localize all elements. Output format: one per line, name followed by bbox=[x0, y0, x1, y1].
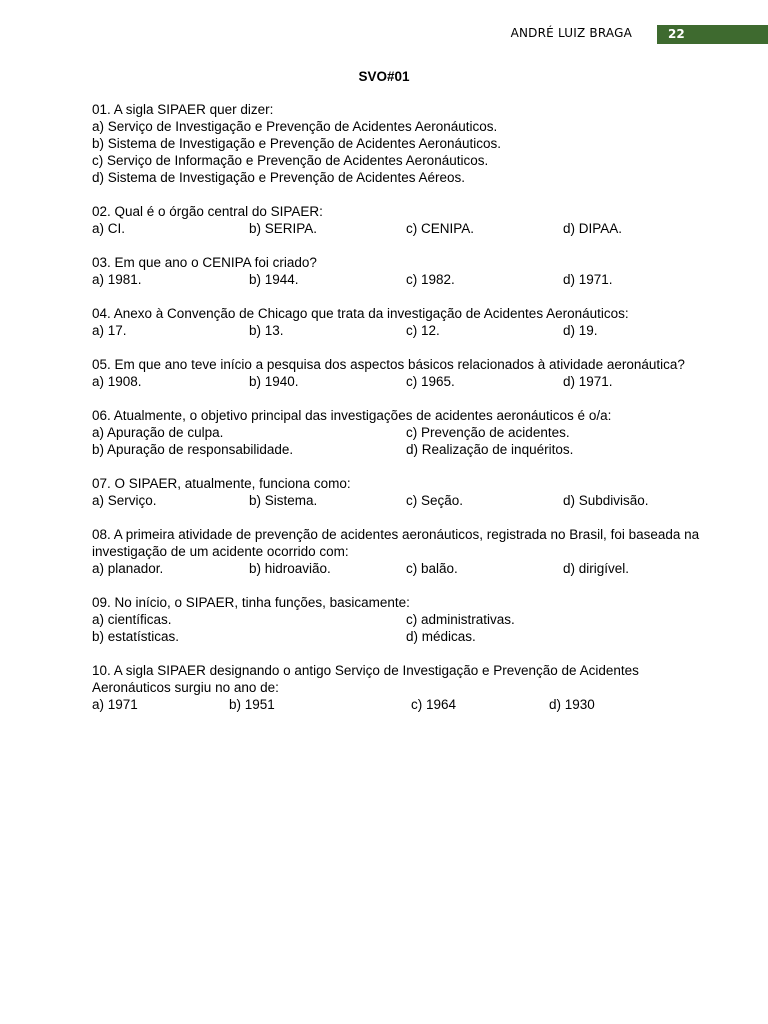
question-text: 01. A sigla SIPAER quer dizer: bbox=[92, 102, 274, 117]
options-row bbox=[92, 322, 732, 339]
option-d: d) 1971. bbox=[563, 272, 613, 287]
option-c: c) 1965. bbox=[406, 374, 455, 389]
option-b: b) Apuração de responsabilidade. bbox=[92, 442, 294, 457]
options-row bbox=[92, 628, 732, 645]
option-a: a) Serviço de Investigação e Prevenção de Acidentes Aeronáuticos. bbox=[92, 119, 498, 134]
question-10 bbox=[92, 662, 732, 713]
option-c: c) CENIPA. bbox=[406, 221, 475, 236]
question-text: Aeronáuticos surgiu no ano de: bbox=[92, 680, 279, 695]
option-a: a) CI. bbox=[92, 221, 126, 236]
option-c: c) balão. bbox=[406, 561, 458, 576]
question-03 bbox=[92, 254, 732, 288]
option-a: a) 1971 bbox=[92, 697, 138, 712]
options-row bbox=[92, 373, 732, 390]
option-a: a) Apuração de culpa. bbox=[92, 425, 224, 440]
option-d: d) dirigível. bbox=[563, 561, 630, 576]
option-b: b) estatísticas. bbox=[92, 629, 180, 644]
question-06 bbox=[92, 407, 732, 458]
options-row bbox=[92, 560, 732, 577]
option-a: a) Serviço. bbox=[92, 493, 157, 508]
option-b: b) hidroavião. bbox=[249, 561, 331, 576]
question-text: 07. O SIPAER, atualmente, funciona como: bbox=[92, 476, 351, 491]
question-text: 02. Qual é o órgão central do SIPAER: bbox=[92, 204, 323, 219]
option-b: b) SERIPA. bbox=[249, 221, 318, 236]
option-a: a) 17. bbox=[92, 323, 127, 338]
question-text: 04. Anexo à Convenção de Chicago que trata da investigação de Acidentes Aeronáuticos: bbox=[92, 306, 629, 321]
options-row bbox=[92, 220, 732, 237]
question-text: investigação de um acidente ocorrido com: bbox=[92, 544, 349, 559]
option-a: a) planador. bbox=[92, 561, 164, 576]
option-b: b) Sistema. bbox=[249, 493, 318, 508]
question-01 bbox=[92, 101, 732, 186]
option-b: b) 1951 bbox=[229, 697, 275, 712]
question-list bbox=[92, 101, 732, 730]
options-row bbox=[92, 424, 732, 441]
option-d: d) Subdivisão. bbox=[563, 493, 649, 508]
options-row bbox=[92, 441, 732, 458]
option-d: d) Sistema de Investigação e Prevenção de Acidentes Aéreos. bbox=[92, 170, 465, 185]
option-c: c) Serviço de Informação e Prevenção de Acidentes Aeronáuticos. bbox=[92, 153, 489, 168]
option-a: a) 1981. bbox=[92, 272, 142, 287]
question-05 bbox=[92, 356, 732, 390]
option-c: c) 1964 bbox=[411, 697, 457, 712]
options-row bbox=[92, 492, 732, 509]
question-text: 06. Atualmente, o objetivo principal das investigações de acidentes aeronáuticos é o/a: bbox=[92, 408, 612, 423]
document-title: SVO#01 bbox=[358, 69, 410, 84]
option-c: c) administrativas. bbox=[406, 612, 515, 627]
question-text: 03. Em que ano o CENIPA foi criado? bbox=[92, 255, 317, 270]
header-author: ANDRÉ LUIZ BRAGA bbox=[510, 26, 632, 40]
option-d: d) DIPAA. bbox=[563, 221, 623, 236]
page-number-badge: 22 bbox=[657, 25, 768, 44]
question-text: 08. A primeira atividade de prevenção de acidentes aeronáuticos, registrada no Brasil, foi baseada na bbox=[92, 527, 700, 542]
option-c: c) 12. bbox=[406, 323, 440, 338]
option-c: c) Prevenção de acidentes. bbox=[406, 425, 570, 440]
question-04 bbox=[92, 305, 732, 339]
option-d: d) 1971. bbox=[563, 374, 613, 389]
option-b: b) 1940. bbox=[249, 374, 299, 389]
option-b: b) 13. bbox=[249, 323, 284, 338]
option-d: d) médicas. bbox=[406, 629, 476, 644]
option-c: c) 1982. bbox=[406, 272, 455, 287]
question-08 bbox=[92, 526, 732, 577]
question-text: 10. A sigla SIPAER designando o antigo Serviço de Investigação e Prevenção de Acidentes bbox=[92, 663, 639, 678]
options-row bbox=[92, 271, 732, 288]
option-d: d) 1930 bbox=[549, 697, 595, 712]
option-d: d) 19. bbox=[563, 323, 598, 338]
question-07 bbox=[92, 475, 732, 509]
question-02 bbox=[92, 203, 732, 237]
option-d: d) Realização de inquéritos. bbox=[406, 442, 574, 457]
option-a: a) científicas. bbox=[92, 612, 172, 627]
option-a: a) 1908. bbox=[92, 374, 142, 389]
options-row bbox=[92, 696, 732, 713]
question-text: 05. Em que ano teve início a pesquisa dos aspectos básicos relacionados à atividade aeronáutica? bbox=[92, 357, 685, 372]
option-c: c) Seção. bbox=[406, 493, 464, 508]
option-b: b) 1944. bbox=[249, 272, 299, 287]
option-b: b) Sistema de Investigação e Prevenção de Acidentes Aeronáuticos. bbox=[92, 136, 502, 151]
options-row bbox=[92, 611, 732, 628]
question-09 bbox=[92, 594, 732, 645]
question-text: 09. No início, o SIPAER, tinha funções, basicamente: bbox=[92, 595, 410, 610]
